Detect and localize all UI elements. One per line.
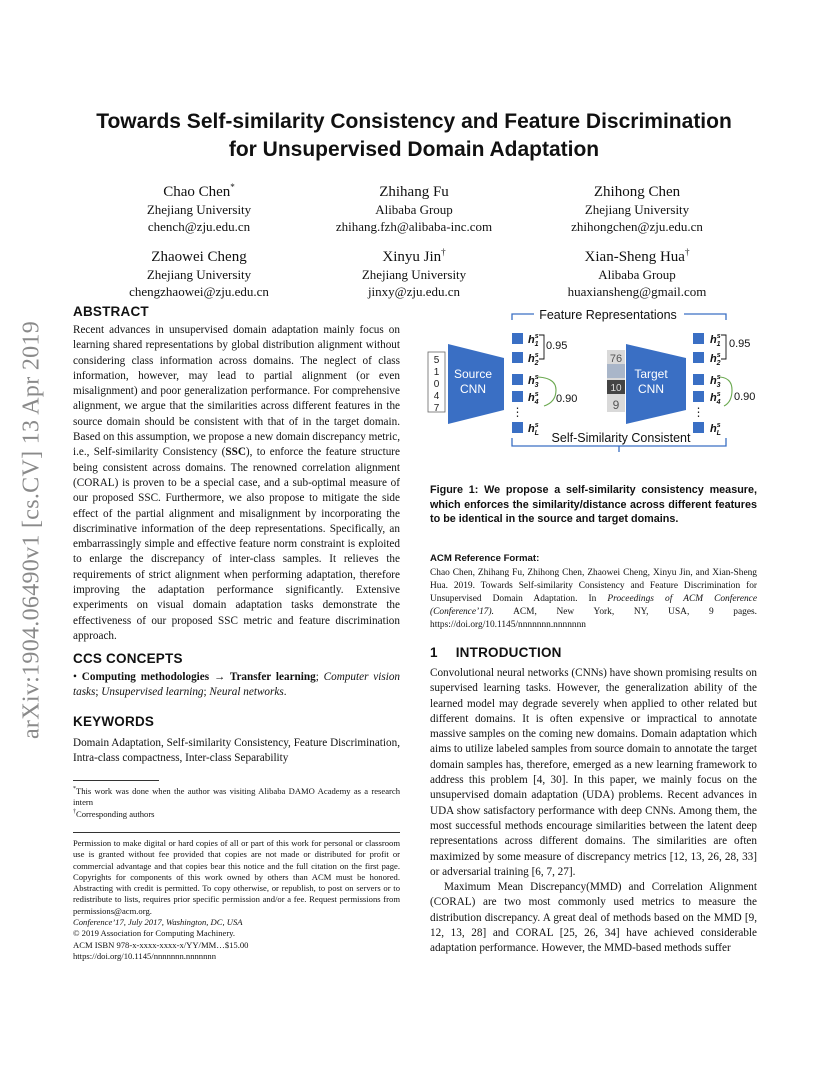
author-block — [84, 243, 314, 300]
svg-text:hs3 — [528, 374, 539, 389]
h-label: h — [528, 334, 535, 346]
ccs-sep: ; — [95, 686, 102, 699]
h-sup: s — [534, 391, 539, 398]
h-sub: 3 — [716, 382, 721, 389]
h-sub: 2 — [534, 360, 539, 367]
svg-text:hs1 — [710, 333, 721, 348]
ccs-italic: Unsupervised learning — [101, 686, 204, 699]
author-block — [84, 178, 314, 235]
ccs-sep: ; — [315, 671, 324, 683]
h-sup: s — [534, 374, 539, 381]
feature-representations-label: Feature Representations — [539, 308, 677, 322]
footnote-mark: * — [73, 786, 76, 792]
author-affiliation: Alibaba Group — [375, 202, 453, 217]
figure-1-caption: Figure 1: We propose a self-similarity consistency measure, which enforces the similarity/distance across different features to be identical in the source and target domains. — [430, 484, 757, 525]
title-line-2: for Unsupervised Domain Adaptation — [228, 138, 600, 161]
intro-paragraph-1: Convolutional neural networks (CNNs) have shown promising results on supervised learning tasks. However, the generalization ability of the learned model may degrade severely when applied to other related but different domains. It is often expensive or impractical to annotate massive samples on the coming new domains. Domain adaptation which aims to utilize labeled samples from source domain to annotate the target domain samples has, therefore, emerged as a new learning framework to address this problem [4, 30]. In this paper, we mainly focus on the unsupervised domain adaptation (UDA) problems. Recent advances in UDA show satisfactory performance with deep CNNs. Among them, the most successful methods encourage similarities between the latent deep representations across different domains. The similarities are often maximized by some measure of discrepancy metrics [12, 13, 26, 28, 33] or adversarial training [6, 7, 27]. — [430, 667, 757, 878]
h-sub: 1 — [534, 341, 539, 348]
acm-reference-text — [430, 567, 757, 632]
title-line-1: Towards Self-similarity Consistency and Feature Discrimination — [96, 110, 732, 133]
footnote-text: Corresponding authors — [76, 808, 155, 819]
author-block — [299, 178, 529, 235]
author-mark: † — [684, 247, 690, 257]
author-email: chengzhaowei@zju.edu.cn — [129, 283, 269, 299]
ccs-italic: Neural networks — [209, 686, 284, 699]
h-sup: s — [716, 352, 721, 359]
source-features — [512, 333, 524, 433]
target-cnn-label-2: CNN — [638, 382, 664, 396]
h-label: h — [710, 334, 717, 346]
h-label: h — [528, 375, 535, 387]
intro-title: INTRODUCTION — [455, 645, 562, 660]
ccs-italic: Computer vision tasks — [73, 671, 401, 699]
source-brace-top — [539, 335, 544, 359]
ccs-bullet: • — [73, 671, 77, 683]
doi-line: https://doi.org/10.1145/nnnnnnn.nnnnnnn — [73, 950, 216, 961]
target-features — [693, 333, 705, 433]
h-sub: 1 — [716, 341, 721, 348]
author-block — [522, 243, 752, 300]
dots-icon: ⋮ — [511, 405, 524, 419]
keywords-heading: KEYWORDS — [73, 714, 155, 729]
footnote-1 — [73, 784, 400, 808]
src-digit: 1 — [433, 367, 440, 378]
svg-text:hs2 — [528, 352, 539, 367]
figure-1-diagram — [426, 302, 766, 457]
h-sub: 4 — [716, 399, 721, 406]
h-sup: s — [716, 333, 721, 340]
footnote-2 — [73, 807, 400, 820]
arxiv-sidebar — [6, 280, 58, 780]
h-label: h — [710, 353, 717, 365]
author-email: jinxy@zju.edu.cn — [367, 283, 461, 299]
author-mark: * — [230, 182, 235, 192]
intro-number: 1 — [430, 645, 438, 660]
tgt-digit: 9 — [612, 398, 620, 412]
target-digits — [607, 350, 625, 412]
dots-icon: ⋮ — [692, 405, 705, 419]
intro-heading — [430, 645, 562, 660]
src-digit: 5 — [433, 355, 440, 366]
svg-text:hsL — [710, 422, 721, 437]
author-name: Xian-Sheng Hua — [584, 249, 685, 265]
ccs-heading: CCS CONCEPTS — [73, 651, 183, 666]
source-feature-labels — [528, 333, 539, 437]
h-sup: s — [534, 422, 539, 429]
abstract-text — [73, 323, 400, 644]
acm-reference-heading: ACM Reference Format: — [430, 553, 540, 564]
abstract-ssc: SSC — [225, 446, 246, 459]
author-affiliation: Zhejiang University — [146, 202, 252, 217]
author-email: huaxiansheng@gmail.com — [567, 283, 707, 299]
h-label: h — [710, 392, 717, 404]
author-block — [299, 243, 529, 300]
target-feature-labels — [710, 333, 721, 437]
acm-ref-italic: Proceedings of ACM Conference (Conference’17). — [430, 594, 757, 617]
source-brace-mid — [538, 377, 556, 406]
svg-text:hs4 — [710, 391, 721, 406]
copyright-line: © 2019 Association for Computing Machinery. — [73, 928, 236, 939]
svg-text:hsL — [528, 422, 539, 437]
h-label: h — [710, 375, 717, 387]
src-digit: 7 — [433, 403, 440, 414]
permission-block — [73, 838, 400, 962]
paper-title — [60, 108, 768, 164]
svg-text:hs2 — [710, 352, 721, 367]
h-sub: 3 — [534, 382, 539, 389]
source-digits — [428, 352, 445, 414]
h-label: h — [710, 423, 717, 435]
abstract-heading: ABSTRACT — [73, 304, 149, 319]
author-block — [522, 178, 752, 235]
target-cnn-label-1: Target — [634, 367, 668, 381]
acm-ref-part-a: Chao Chen, Zhihang Fu, Zhihong Chen, Zhaowei Cheng, Xinyu Jin, and Xian-Sheng Hua. 2019. Towards Self-similarity Consistency and Feature Discrimination for Unsupervised Domain Adaptation. In — [430, 568, 757, 604]
src-digit: 0 — [433, 379, 440, 390]
tgt-digit: 10 — [610, 383, 622, 394]
h-sub: 4 — [534, 399, 539, 406]
ccs-sep: ; — [203, 686, 210, 699]
acm-ref-part-b: ACM, New York, NY, USA, 9 pages. https://doi.org/10.1145/nnnnnnn.nnnnnnn — [430, 607, 757, 630]
ccs-sep: . — [283, 686, 287, 699]
arxiv-identifier: arXiv:1904.06490v1 [cs.CV] 13 Apr 2019 — [18, 320, 45, 740]
tgt-digit: 76 — [609, 353, 623, 365]
author-name: Zhihang Fu — [379, 184, 449, 200]
h-label: h — [528, 353, 535, 365]
svg-text:hs1 — [528, 333, 539, 348]
keywords-text: Domain Adaptation, Self-similarity Consistency, Feature Discrimination, Intra-class compactness, Inter-class Separability — [73, 737, 400, 765]
h-sup: s — [716, 374, 721, 381]
ccs-bold: Computing methodologies → Transfer learning — [81, 671, 316, 683]
source-value-top: 0.95 — [546, 340, 568, 352]
permission-rule — [73, 832, 400, 833]
author-affiliation: Alibaba Group — [598, 267, 676, 282]
abstract-part-b: ), to enforce the feature structure being consistent across domains. The renowned correlation alignment (CORAL) is proven to be a special case, and a sub-optimal measure of our proposed SSC. Furthermore, we also propose to mitigate the side effect of the partial alignment and misalignment by incorporating the discriminative information of the deep representations. Specifically, an embarrassingly simple and effective feature norm constraint is exploited to enlarge the discrepancy of inter-class samples. It relieves the requirements of strict alignment when performing adaptation, therefore improving the adaptation performance significantly. Extensive experiments on visual domain adaptation tasks demonstrate the effectiveness of our proposed SSC metric and feature discrimination approach. — [73, 446, 400, 642]
svg-text:hs3 — [710, 374, 721, 389]
footnote-text: This work was done when the author was visiting Alibaba DAMO Academy as a research intern — [73, 785, 400, 808]
author-mark: † — [441, 247, 446, 257]
author-affiliation: Zhejiang University — [584, 202, 690, 217]
target-value-mid: 0.90 — [734, 391, 756, 403]
h-sub: L — [534, 430, 539, 437]
footnote-mark: † — [73, 809, 76, 815]
isbn-line: ACM ISBN 978-x-xxxx-xxxx-x/YY/MM…$15.00 — [73, 939, 249, 950]
h-sup: s — [716, 422, 721, 429]
permission-text: Permission to make digital or hard copies of all or part of this work for personal or classroom use is granted without fee provided that copies are not made or distributed for profit or commercial advantage and that copies bear this notice and the full citation on the first page. Copyrights for components of this work owned by others than ACM must be honored. Abstracting with credit is permitted. To copy otherwise, or republish, to post on servers or to redistribute to lists, requires prior specific permission and/or a fee. Request permissions from permissions@acm.org. — [73, 838, 400, 916]
h-sup: s — [534, 333, 539, 340]
footnote-rule — [73, 780, 159, 781]
source-cnn-label-1: Source — [453, 367, 493, 381]
author-email: zhihongchen@zju.edu.cn — [571, 218, 703, 234]
author-name: Chao Chen — [163, 184, 231, 200]
src-digit: 4 — [433, 391, 440, 402]
source-value-mid: 0.90 — [556, 393, 578, 405]
intro-paragraph-2: Maximum Mean Discrepancy(MMD) and Correlation Alignment (CORAL) are two most commonly used metrics to measure the distribution discrepancy. A great deal of methods based on the MMD [9, 12, 13, 28] and CORAL [25, 26, 34] have achieved considerable adaptation performance. However, the MMD-based methods suffer — [430, 881, 757, 955]
author-email: zhihang.fzh@alibaba-inc.com — [335, 218, 493, 234]
author-affiliation: Zhejiang University — [361, 267, 467, 282]
author-email: chench@zju.edu.cn — [147, 218, 251, 234]
h-sup: s — [716, 391, 721, 398]
self-similarity-label: Self-Similarity Consistent — [551, 431, 691, 445]
target-value-top: 0.95 — [729, 338, 751, 350]
intro-body — [430, 666, 757, 957]
h-sub: L — [716, 430, 721, 437]
target-brace-top — [721, 335, 726, 359]
abstract-part-a: Recent advances in unsupervised domain adaptation mainly focus on learning shared representations by global distribution alignment without considering class information across domains. The neglect of class information, however, may lead to partial alignment (or even misalignment) and poor generalization performance. For comprehensive alignment, we argue that the similarities across different features in the source domain should be consistent with that of in the target domain. Based on this assumption, we propose a new domain discrepancy metric, i.e., Self-similarity Consistency ( — [73, 324, 400, 459]
h-label: h — [528, 423, 535, 435]
author-affiliation: Zhejiang University — [146, 267, 252, 282]
target-brace-mid — [720, 377, 732, 406]
conference-info: Conference’17, July 2017, Washington, DC, USA — [73, 917, 243, 928]
author-name: Zhihong Chen — [593, 184, 681, 200]
author-name: Xinyu Jin — [382, 249, 442, 265]
author-name: Zhaowei Cheng — [151, 249, 247, 265]
h-label: h — [528, 392, 535, 404]
h-sup: s — [534, 352, 539, 359]
source-cnn-label-2: CNN — [460, 382, 486, 396]
svg-text:hs4 — [528, 391, 539, 406]
h-sub: 2 — [716, 360, 721, 367]
ccs-text — [73, 670, 400, 701]
